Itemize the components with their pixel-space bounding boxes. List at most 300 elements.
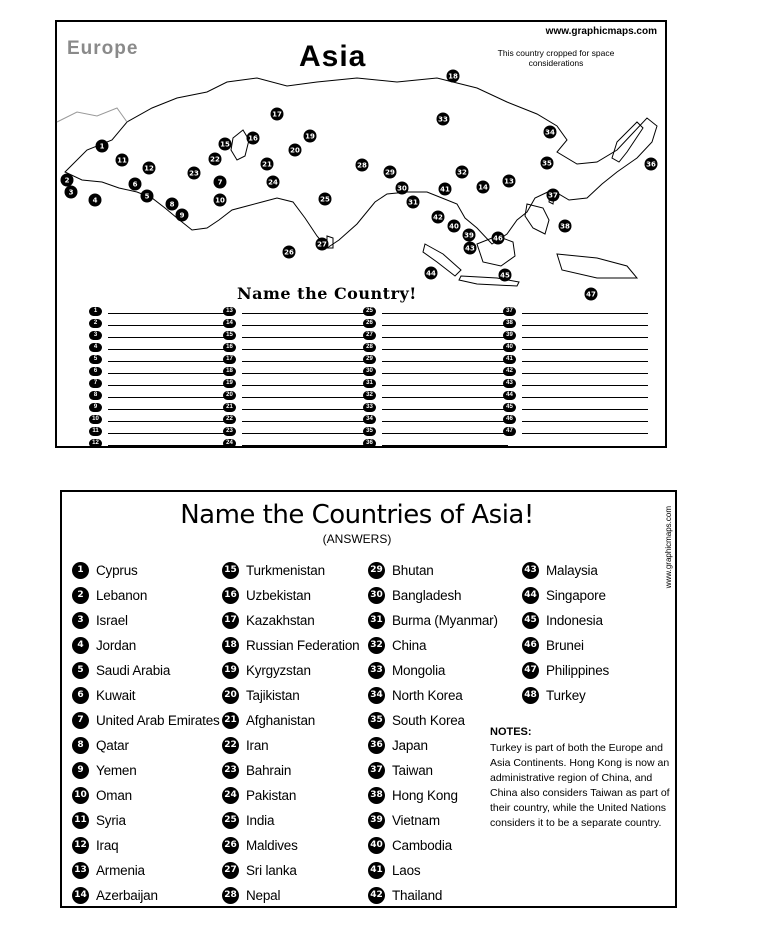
answer-blank-line [382, 320, 508, 326]
svg-text:3: 3 [68, 188, 74, 197]
answer-blank-row [503, 365, 648, 377]
map-marker-20 [289, 144, 302, 157]
answer-blank-row [89, 401, 234, 413]
map-marker-18 [447, 70, 460, 83]
answer-number-badge: 22 [222, 737, 239, 754]
answer-country-name: United Arab Emirates [96, 713, 220, 728]
blank-number-badge: 44 [503, 391, 516, 400]
answer-blank-line [382, 380, 508, 386]
blank-column-1 [89, 305, 234, 449]
blank-number-badge: 33 [363, 403, 376, 412]
blank-number-badge: 20 [223, 391, 236, 400]
answer-number-badge: 33 [368, 662, 385, 679]
blank-number-badge: 7 [89, 379, 102, 388]
answer-country-name: Tajikistan [246, 688, 300, 703]
answer-item [368, 808, 498, 833]
answer-number-badge: 30 [368, 587, 385, 604]
answer-item [222, 683, 359, 708]
svg-text:21: 21 [262, 160, 272, 169]
answer-item [222, 558, 359, 583]
map-marker-16 [247, 132, 260, 145]
blank-number-badge: 32 [363, 391, 376, 400]
svg-text:17: 17 [272, 110, 282, 119]
svg-text:7: 7 [217, 178, 223, 187]
answer-item [222, 733, 359, 758]
svg-text:4: 4 [92, 196, 98, 205]
answer-blank-row [223, 353, 368, 365]
blank-number-badge: 34 [363, 415, 376, 424]
answer-number-badge: 47 [522, 662, 539, 679]
answer-blank-line [242, 308, 368, 314]
map-marker-25 [319, 193, 332, 206]
answer-blank-line [522, 356, 648, 362]
answer-blank-row [503, 329, 648, 341]
answer-number-badge: 48 [522, 687, 539, 704]
answer-number-badge: 43 [522, 562, 539, 579]
blank-number-badge: 39 [503, 331, 516, 340]
svg-text:35: 35 [542, 159, 552, 168]
svg-text:8: 8 [169, 200, 175, 209]
svg-text:25: 25 [320, 195, 330, 204]
svg-text:23: 23 [189, 169, 199, 178]
answer-country-name: India [246, 813, 275, 828]
answer-number-badge: 25 [222, 812, 239, 829]
europe-outline [57, 108, 127, 122]
answer-number-badge: 24 [222, 787, 239, 804]
answer-item [72, 883, 220, 908]
answer-item [368, 708, 498, 733]
blank-number-badge: 17 [223, 355, 236, 364]
answer-blank-row [503, 377, 648, 389]
answer-blank-line [382, 368, 508, 374]
blank-number-badge: 43 [503, 379, 516, 388]
answer-number-badge: 7 [72, 712, 89, 729]
map-marker-27 [316, 238, 329, 251]
answer-number-badge: 8 [72, 737, 89, 754]
answer-blank-row [223, 305, 368, 317]
answers-panel [60, 490, 677, 908]
map-marker-32 [456, 166, 469, 179]
answer-country-name: Uzbekistan [246, 588, 311, 603]
answer-blank-row [223, 365, 368, 377]
blank-number-badge: 18 [223, 367, 236, 376]
answer-blank-row [89, 305, 234, 317]
blank-number-badge: 1 [89, 307, 102, 316]
svg-text:14: 14 [478, 183, 488, 192]
worksheet-map-panel [55, 20, 667, 448]
answer-number-badge: 45 [522, 612, 539, 629]
blank-number-badge: 10 [89, 415, 102, 424]
answer-number-badge: 19 [222, 662, 239, 679]
answer-item [72, 733, 220, 758]
map-marker-30 [396, 182, 409, 195]
answer-blank-line [108, 308, 234, 314]
map-marker-24 [267, 176, 280, 189]
answer-blank-row [363, 353, 508, 365]
answer-blank-row [223, 437, 368, 449]
answer-number-badge: 12 [72, 837, 89, 854]
answer-item [72, 758, 220, 783]
map-marker-42 [432, 211, 445, 224]
answer-item [368, 633, 498, 658]
answer-number-badge: 36 [368, 737, 385, 754]
blank-number-badge: 19 [223, 379, 236, 388]
answer-item [522, 608, 609, 633]
answer-blank-line [522, 308, 648, 314]
answer-country-name: Vietnam [392, 813, 440, 828]
map-marker-41 [439, 183, 452, 196]
svg-text:6: 6 [132, 180, 138, 189]
answer-number-badge: 42 [368, 887, 385, 904]
svg-text:30: 30 [397, 184, 407, 193]
answer-country-name: Singapore [546, 588, 606, 603]
blank-number-badge: 15 [223, 331, 236, 340]
answer-number-badge: 37 [368, 762, 385, 779]
answer-blank-line [522, 368, 648, 374]
answer-country-name: Turkmenistan [246, 563, 325, 578]
caspian-sea-outline [231, 130, 249, 160]
answer-country-name: Kazakhstan [246, 613, 315, 628]
answer-number-badge: 27 [222, 862, 239, 879]
svg-text:39: 39 [464, 231, 474, 240]
answer-blank-row [89, 437, 234, 449]
answer-blank-line [382, 308, 508, 314]
blank-number-badge: 2 [89, 319, 102, 328]
answer-blank-row [89, 341, 234, 353]
answer-item [72, 858, 220, 883]
map-marker-45 [499, 269, 512, 282]
map-marker-44 [425, 267, 438, 280]
answer-item [368, 558, 498, 583]
answer-country-name: Maldives [246, 838, 298, 853]
blank-number-badge: 5 [89, 355, 102, 364]
map-marker-28 [356, 159, 369, 172]
map-marker-17 [271, 108, 284, 121]
blank-number-badge: 36 [363, 439, 376, 448]
answer-number-badge: 13 [72, 862, 89, 879]
map-marker-19 [304, 130, 317, 143]
answer-blank-line [108, 356, 234, 362]
answer-blank-row [503, 401, 648, 413]
answers-website: www.graphicmaps.com [664, 506, 673, 589]
answer-item [222, 758, 359, 783]
answer-blank-line [382, 440, 508, 446]
svg-text:12: 12 [144, 164, 154, 173]
answer-item [368, 758, 498, 783]
blank-number-badge: 31 [363, 379, 376, 388]
answer-item [522, 558, 609, 583]
map-marker-37 [547, 189, 560, 202]
answer-country-name: Lebanon [96, 588, 148, 603]
blank-number-badge: 41 [503, 355, 516, 364]
answer-blank-row [503, 389, 648, 401]
svg-text:36: 36 [646, 160, 656, 169]
answer-blank-line [108, 332, 234, 338]
blank-number-badge: 21 [223, 403, 236, 412]
blank-number-badge: 16 [223, 343, 236, 352]
answer-number-badge: 28 [222, 887, 239, 904]
answer-number-badge: 14 [72, 887, 89, 904]
answers-column-4 [522, 558, 609, 708]
answer-item [72, 558, 220, 583]
blank-number-badge: 6 [89, 367, 102, 376]
svg-text:47: 47 [586, 290, 596, 299]
answer-number-badge: 41 [368, 862, 385, 879]
answer-blank-row [503, 305, 648, 317]
answer-blank-line [382, 416, 508, 422]
map-marker-14 [477, 181, 490, 194]
answer-blank-row [223, 377, 368, 389]
blank-number-badge: 30 [363, 367, 376, 376]
blank-number-badge: 24 [223, 439, 236, 448]
answer-number-badge: 26 [222, 837, 239, 854]
answer-number-badge: 2 [72, 587, 89, 604]
answer-blank-line [382, 356, 508, 362]
answer-blank-line [108, 344, 234, 350]
answer-number-badge: 34 [368, 687, 385, 704]
answer-item [72, 683, 220, 708]
answer-blank-row [363, 329, 508, 341]
answer-country-name: Mongolia [392, 663, 446, 678]
answer-country-name: Saudi Arabia [96, 663, 171, 678]
answer-blank-line [522, 344, 648, 350]
answer-item [72, 658, 220, 683]
map-marker-9 [176, 209, 189, 222]
map-marker-38 [559, 220, 572, 233]
answer-item [72, 783, 220, 808]
map-marker-8 [166, 198, 179, 211]
answer-number-badge: 46 [522, 637, 539, 654]
blank-number-badge: 22 [223, 415, 236, 424]
answer-blank-line [108, 404, 234, 410]
svg-text:34: 34 [545, 128, 555, 137]
answer-item [368, 833, 498, 858]
svg-text:19: 19 [305, 132, 315, 141]
map-website: www.graphicmaps.com [545, 26, 657, 37]
answer-item [222, 583, 359, 608]
blank-number-badge: 38 [503, 319, 516, 328]
svg-text:42: 42 [433, 213, 443, 222]
blank-number-badge: 26 [363, 319, 376, 328]
map-marker-10 [214, 194, 227, 207]
answers-column-2 [222, 558, 359, 908]
answer-blank-row [223, 341, 368, 353]
answer-country-name: Bangladesh [392, 588, 462, 603]
answer-number-badge: 38 [368, 787, 385, 804]
blank-number-badge: 8 [89, 391, 102, 400]
answer-item [222, 608, 359, 633]
answer-blank-row [363, 389, 508, 401]
blank-number-badge: 9 [89, 403, 102, 412]
answer-number-badge: 4 [72, 637, 89, 654]
map-marker-6 [129, 178, 142, 191]
blank-number-badge: 40 [503, 343, 516, 352]
map-marker-35 [541, 157, 554, 170]
svg-text:27: 27 [317, 240, 327, 249]
svg-text:10: 10 [215, 196, 225, 205]
answer-item [368, 783, 498, 808]
answer-country-name: Hong Kong [392, 788, 458, 803]
answer-blank-line [382, 332, 508, 338]
answer-blank-row [363, 317, 508, 329]
answer-blank-row [363, 305, 508, 317]
answer-number-badge: 39 [368, 812, 385, 829]
blank-number-badge: 47 [503, 427, 516, 436]
answer-item [368, 883, 498, 908]
answer-country-name: Burma (Myanmar) [392, 613, 498, 628]
answer-blank-line [242, 332, 368, 338]
answer-blank-row [363, 377, 508, 389]
answer-item [72, 608, 220, 633]
blank-column-2 [223, 305, 368, 449]
answer-blank-row [89, 329, 234, 341]
answer-country-name: Oman [96, 788, 132, 803]
answer-item [72, 708, 220, 733]
answer-item [222, 658, 359, 683]
answer-blank-row [223, 317, 368, 329]
answer-country-name: Cyprus [96, 563, 138, 578]
answer-item [222, 858, 359, 883]
blank-number-badge: 27 [363, 331, 376, 340]
answer-blank-row [503, 425, 648, 437]
svg-text:15: 15 [220, 140, 230, 149]
answer-blank-row [363, 413, 508, 425]
answer-country-name: Afghanistan [246, 713, 316, 728]
map-marker-12 [143, 162, 156, 175]
answer-blank-row [89, 353, 234, 365]
answer-number-badge: 3 [72, 612, 89, 629]
map-marker-3 [65, 186, 78, 199]
answer-blank-line [108, 380, 234, 386]
answer-number-badge: 18 [222, 637, 239, 654]
svg-text:11: 11 [117, 156, 127, 165]
svg-text:33: 33 [438, 115, 448, 124]
answer-item [368, 583, 498, 608]
answer-blank-line [108, 320, 234, 326]
answers-column-1 [72, 558, 220, 908]
blank-number-badge: 37 [503, 307, 516, 316]
answer-item [368, 683, 498, 708]
blank-number-badge: 23 [223, 427, 236, 436]
answer-country-name: North Korea [392, 688, 463, 703]
answer-number-badge: 16 [222, 587, 239, 604]
answer-country-name: Philippines [546, 663, 610, 678]
answer-country-name: Qatar [96, 738, 129, 753]
svg-text:2: 2 [64, 176, 70, 185]
map-marker-7 [214, 176, 227, 189]
blank-number-badge: 29 [363, 355, 376, 364]
answer-item [72, 833, 220, 858]
map-marker-34 [544, 126, 557, 139]
answer-blank-row [503, 341, 648, 353]
answer-blank-row [223, 401, 368, 413]
blank-number-badge: 35 [363, 427, 376, 436]
svg-text:46: 46 [493, 234, 503, 243]
answer-number-badge: 21 [222, 712, 239, 729]
svg-text:41: 41 [440, 185, 450, 194]
answer-item [522, 683, 609, 708]
answer-blank-line [108, 368, 234, 374]
europe-label: Europe [67, 38, 139, 59]
answer-country-name: Brunei [546, 638, 584, 653]
answer-number-badge: 23 [222, 762, 239, 779]
answer-country-name: Nepal [246, 888, 281, 903]
answer-number-badge: 10 [72, 787, 89, 804]
svg-text:13: 13 [504, 177, 514, 186]
svg-text:37: 37 [548, 191, 558, 200]
blank-number-badge: 14 [223, 319, 236, 328]
answer-number-badge: 40 [368, 837, 385, 854]
answer-country-name: South Korea [392, 713, 465, 728]
svg-text:32: 32 [457, 168, 467, 177]
map-marker-36 [645, 158, 658, 171]
answer-country-name: Syria [96, 813, 126, 828]
svg-text:43: 43 [465, 244, 475, 253]
map-marker-1 [96, 140, 109, 153]
answer-item [222, 708, 359, 733]
map-marker-26 [283, 246, 296, 259]
answer-blank-line [522, 428, 648, 434]
answer-blank-line [522, 332, 648, 338]
answer-item [222, 783, 359, 808]
map-marker-29 [384, 166, 397, 179]
answer-blank-line [382, 344, 508, 350]
svg-text:20: 20 [290, 146, 300, 155]
answer-blank-line [108, 428, 234, 434]
answer-blank-line [242, 356, 368, 362]
answer-number-badge: 32 [368, 637, 385, 654]
svg-text:5: 5 [144, 192, 150, 201]
map-crop-note: This country cropped for space considerations [497, 48, 615, 68]
answer-number-badge: 20 [222, 687, 239, 704]
blank-number-badge: 13 [223, 307, 236, 316]
map-marker-39 [463, 229, 476, 242]
svg-text:1: 1 [99, 142, 105, 151]
worksheet-title: Name the Country! [237, 284, 417, 303]
map-title: Asia [299, 40, 367, 73]
blank-number-badge: 28 [363, 343, 376, 352]
answer-item [368, 658, 498, 683]
answer-item [222, 833, 359, 858]
blank-number-badge: 45 [503, 403, 516, 412]
blank-number-badge: 12 [89, 439, 102, 448]
answer-blank-row [89, 377, 234, 389]
answer-blank-row [89, 365, 234, 377]
answer-blank-row [363, 437, 508, 449]
map-marker-46 [492, 232, 505, 245]
answer-number-badge: 6 [72, 687, 89, 704]
answer-number-badge: 29 [368, 562, 385, 579]
blank-column-3 [363, 305, 508, 449]
svg-text:45: 45 [500, 271, 510, 280]
answer-country-name: Kyrgyzstan [246, 663, 311, 678]
svg-text:38: 38 [560, 222, 570, 231]
new-guinea-outline [557, 254, 637, 278]
answer-country-name: Turkey [546, 688, 586, 703]
answer-item [368, 858, 498, 883]
map-marker-15 [219, 138, 232, 151]
svg-text:31: 31 [408, 198, 418, 207]
answer-item [522, 633, 609, 658]
answer-country-name: Sri lanka [246, 863, 297, 878]
map-marker-43 [464, 242, 477, 255]
answer-country-name: Russian Federation [246, 638, 360, 653]
answer-item [222, 808, 359, 833]
answer-number-badge: 11 [72, 812, 89, 829]
answer-blank-row [89, 389, 234, 401]
answer-blank-line [242, 380, 368, 386]
answer-blank-line [108, 392, 234, 398]
